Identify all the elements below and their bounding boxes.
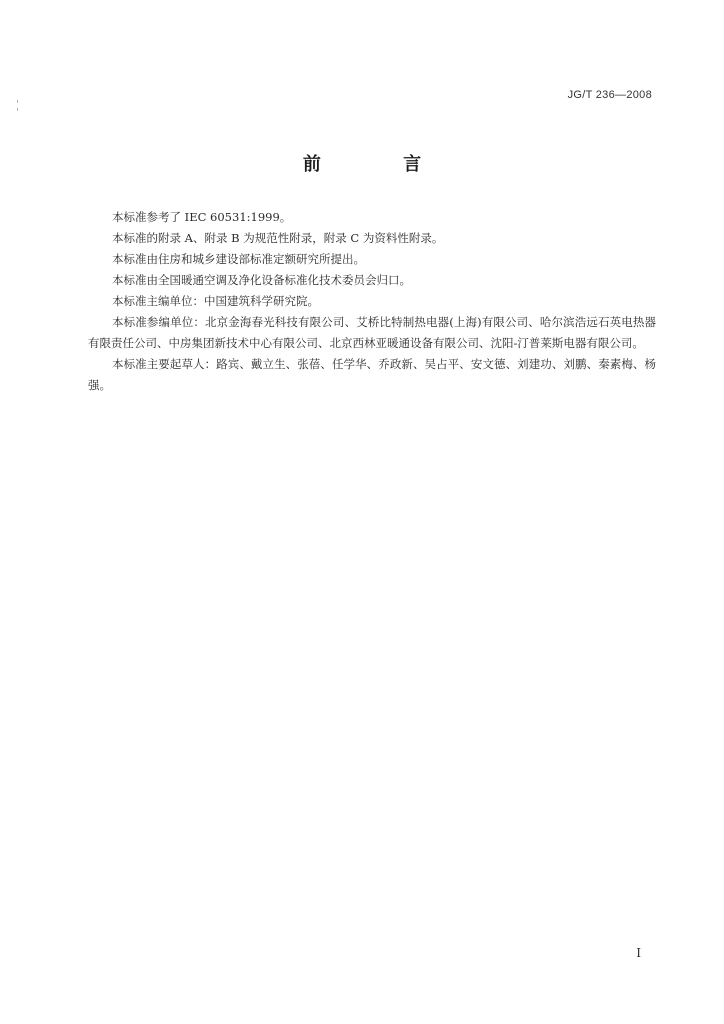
page-title: 前 言 [302,154,460,175]
foreword-body [88,207,656,396]
scan-mark [17,108,18,111]
page-number: I [636,946,641,960]
paragraph: 本标准由全国暖通空调及净化设备标准化技术委员会归口。 [112,273,411,287]
scan-mark [17,100,18,103]
paragraph: 本标准的附录 A、附录 B 为规范性附录，附录 C 为资料性附录。 [112,231,444,245]
paragraph: 本标准参考了 IEC 60531:1999。 [112,210,292,224]
paragraph: 本标准参编单位：北京金海春光科技有限公司、艾桥比特制热电器(上海)有限公司、哈尔滨浩远石英电热器有限责任公司、中房集团新技术中心有限公司、北京西林亚暖通设备有限公司、沈阳-汀普莱斯电器有限公司。 [88,315,656,350]
paragraph: 本标准由住房和城乡建设部标准定额研究所提出。 [112,252,365,266]
paragraph: 本标准主要起草人：路宾、戴立生、张蓓、任学华、乔政新、吴占平、安文德、刘建功、刘鹏、秦素梅、杨强。 [88,357,656,392]
paragraph: 本标准主编单位：中国建筑科学研究院。 [112,294,319,308]
standard-code: JG/T 236—2008 [567,89,652,101]
